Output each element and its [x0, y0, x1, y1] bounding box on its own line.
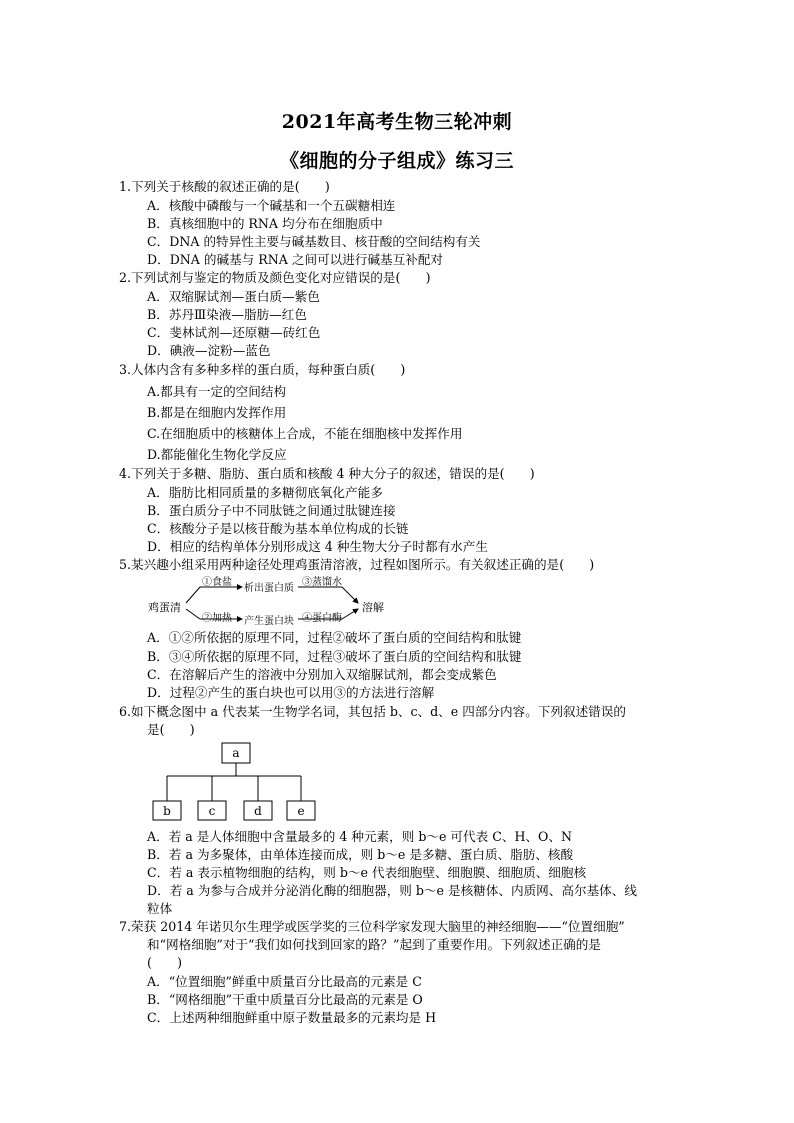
diagram5-step4: ④蛋白酶	[302, 613, 342, 624]
question-3-option-c: C.在细胞质中的核糖体上合成，不能在细胞核中发挥作用	[147, 426, 463, 441]
concept-label-d: d	[254, 804, 262, 818]
question-2-stem: 2.下列试剂与鉴定的物质及颜色变化对应错误的是( )	[119, 270, 431, 285]
concept-label-e: e	[297, 804, 305, 818]
question-5-option-b: B．③④所依据的原理不同，过程③破坏了蛋白质的空间结构和肽键	[147, 649, 522, 664]
question-3-option-b: B.都是在细胞内发挥作用	[147, 405, 287, 420]
diagram5-step3: ③蒸馏水	[302, 577, 342, 588]
concept-label-b: b	[163, 804, 171, 818]
question-3-option-a: A.都具有一定的空间结构	[147, 384, 287, 399]
question-4-option-d: D．相应的结构单体分别形成这 4 种生物大分子时都有水产生	[147, 539, 488, 554]
question-6-stem-line2: 是( )	[147, 722, 195, 737]
question-4-stem: 4.下列关于多糖、脂肪、蛋白质和核酸 4 种大分子的叙述，错误的是( )	[119, 466, 535, 481]
question-2-option-b: B．苏丹Ⅲ染液—脂肪—红色	[147, 307, 307, 322]
concept-label-c: c	[208, 804, 216, 818]
question-5-stem: 5.某兴趣小组采用两种途径处理鸡蛋清溶液，过程如图所示。有关叙述正确的是( )	[119, 557, 595, 572]
question-7-option-c: C．上述两种细胞鲜重中原子数量最多的元素均是 H	[147, 1010, 437, 1025]
question-7-option-b: B．“网格细胞”干重中质量百分比最高的元素是 O	[147, 992, 423, 1007]
diagram5-start: 鸡蛋清	[148, 601, 181, 614]
question-7-option-a: A．“位置细胞”鲜重中质量百分比最高的元素是 C	[147, 974, 422, 989]
question-1-option-d: D．DNA 的碱基与 RNA 之间可以进行碱基互补配对	[147, 252, 444, 267]
diagram5-arrow-1	[186, 587, 200, 603]
question-5-option-c: C．在溶解后产生的溶液中分别加入双缩脲试剂，都会变成紫色	[147, 667, 497, 682]
question-5-option-d: D．过程②产生的蛋白块也可以用③的方法进行溶解	[147, 685, 435, 700]
question-5-option-a: A．①②所依据的原理不同，过程②破坏了蛋白质的空间结构和肽键	[147, 630, 522, 645]
question-4-option-a: A．脂肪比相同质量的多糖彻底氧化产能多	[147, 485, 383, 500]
question-1-option-b: B．真核细胞中的 RNA 均分布在细胞质中	[147, 216, 383, 231]
question-6-option-a: A．若 a 是人体细胞中含量最多的 4 种元素，则 b～e 可代表 C、H、O、N	[147, 829, 572, 844]
page-title-line1: 2021年高考生物三轮冲刺	[281, 111, 513, 133]
question-6-stem-line1: 6.如下概念图中 a 代表某一生物学名词，其包括 b、c、d、e 四部分内容。下列叙述错误的	[119, 704, 626, 719]
question-6-option-b: B．若 a 为多聚体，由单体连接而成，则 b～e 是多糖、蛋白质、脂肪、核酸	[147, 847, 574, 862]
question-1-option-a: A．核酸中磷酸与一个碱基和一个五碳糖相连	[147, 198, 396, 213]
diagram5-end: 溶解	[362, 601, 384, 614]
diagram5-arrow-3b	[342, 587, 358, 603]
question-6-option-c: C．若 a 表示植物细胞的结构，则 b～e 代表细胞壁、细胞膜、细胞质、细胞核	[147, 865, 587, 880]
diagram5-step1: ①食盐	[202, 577, 232, 588]
question-3-stem: 3.人体内含有多种多样的蛋白质，每种蛋白质( )	[119, 362, 406, 377]
egg-white-process-diagram	[140, 573, 400, 625]
question-4-option-c: C．核酸分子是以核苷酸为基本单位构成的长链	[147, 521, 409, 536]
concept-tree-diagram	[148, 740, 324, 824]
question-6-option-d: D．若 a 为参与合成并分泌消化酶的细胞器，则 b～e 是核糖体、内质网、高尔基体、线	[147, 883, 637, 898]
question-7-stem-line3: ( )	[147, 955, 183, 970]
diagram5-arrow-2	[186, 609, 200, 619]
concept-label-a: a	[232, 746, 240, 760]
diagram5-step2: ②加热	[202, 613, 232, 624]
question-2-option-d: D．碘液—淀粉—蓝色	[147, 343, 271, 358]
question-6-option-d-cont: 粒体	[147, 901, 173, 916]
question-7-stem-line2: 和“网格细胞”对于“我们如何找到回家的路？”起到了重要作用。下列叙述正确的是	[147, 937, 601, 952]
question-1-option-c: C．DNA 的特异性主要与碱基数目、核苷酸的空间结构有关	[147, 234, 481, 249]
question-4-option-b: B．蛋白质分子中不同肽链之间通过肽键连接	[147, 503, 396, 518]
question-2-option-c: C．斐林试剂—还原糖—砖红色	[147, 325, 321, 340]
page-title-line2: 《细胞的分子组成》练习三	[279, 150, 514, 172]
diagram5-result2: 产生蛋白块	[244, 616, 294, 625]
diagram5-result1: 析出蛋白质	[244, 583, 294, 594]
question-7-stem-line1: 7.荣获 2014 年诺贝尔生理学或医学奖的三位科学家发现大脑里的神经细胞——“位置细胞”	[119, 919, 625, 934]
question-2-option-a: A．双缩脲试剂—蛋白质—紫色	[147, 289, 320, 304]
question-1-stem: 1.下列关于核酸的叙述正确的是( )	[119, 179, 330, 194]
question-3-option-d: D.都能催化生物化学反应	[147, 447, 287, 462]
diagram5-arrow-4b	[342, 609, 358, 619]
